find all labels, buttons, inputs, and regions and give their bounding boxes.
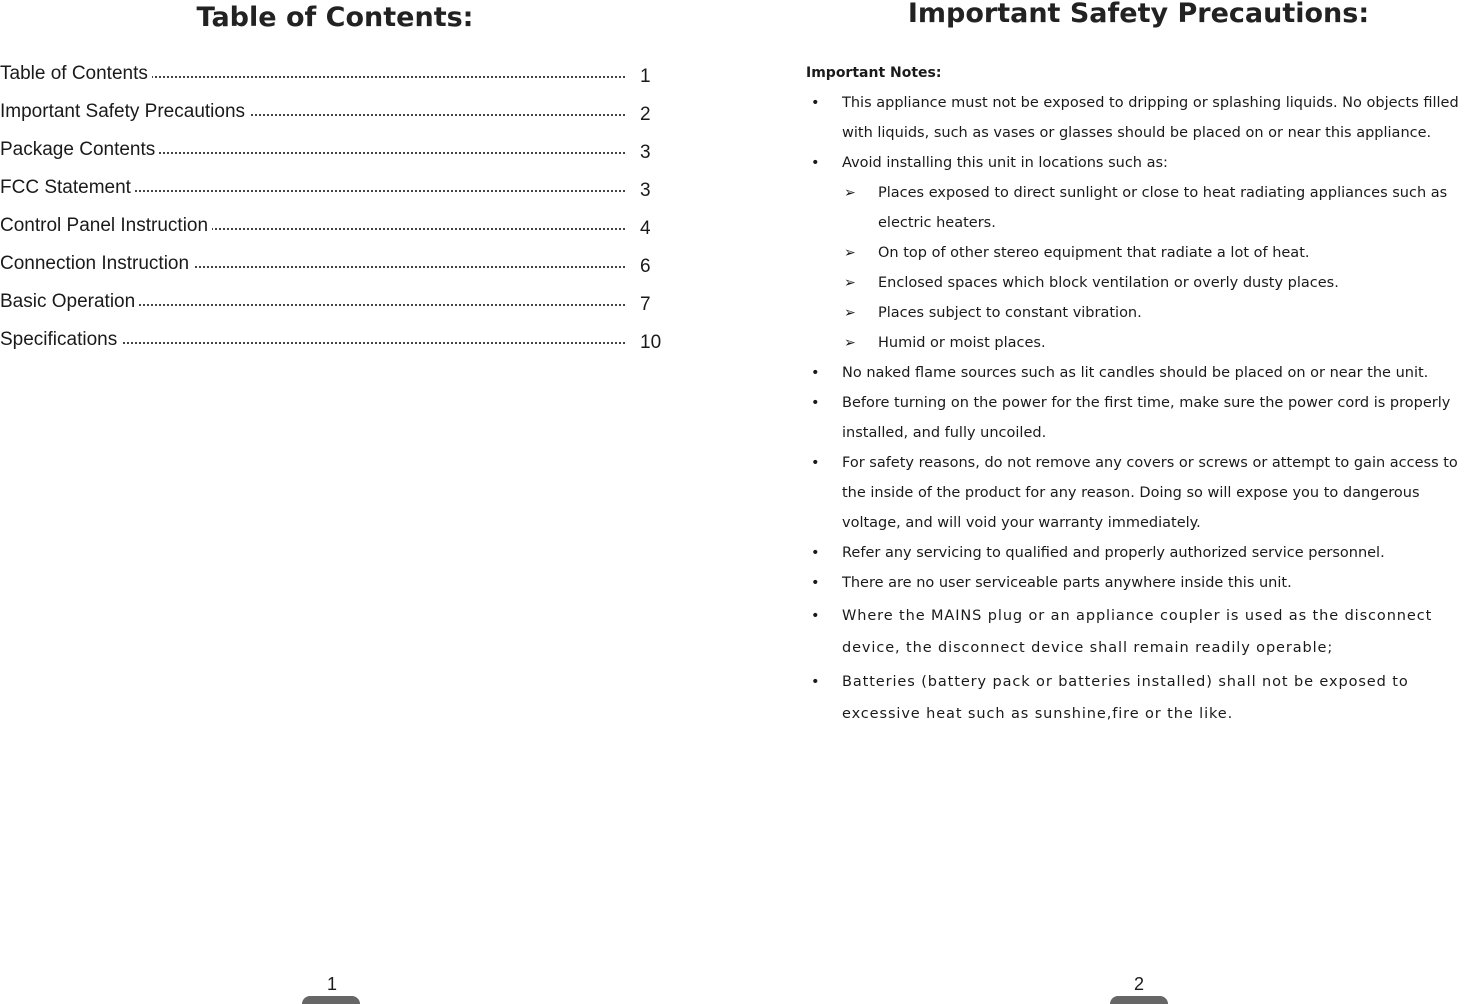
safety-sub-item (806, 178, 1466, 238)
page-number: 1 (327, 974, 338, 994)
safety-sub-item (806, 268, 1466, 298)
toc-entry-label: Specifications (0, 329, 121, 351)
toc-entry-label: Table of Contents (0, 63, 152, 85)
safety-item (806, 600, 1466, 664)
bullet-icon: • (811, 155, 820, 171)
toc-entry[interactable] (0, 174, 680, 212)
toc-entry[interactable] (0, 98, 680, 136)
safety-item (806, 448, 1466, 538)
bullet-icon: • (811, 545, 820, 561)
arrow-bullet-icon: ➢ (844, 245, 856, 261)
safety-item (806, 538, 1466, 568)
toc-entry[interactable] (0, 250, 680, 288)
safety-sub-item-text: Enclosed spaces which block ventilation or overly dusty places. (878, 275, 1339, 291)
bullet-icon: • (811, 674, 821, 690)
toc-entry[interactable] (0, 326, 680, 364)
safety-title: Important Safety Precautions: (907, 0, 1370, 29)
safety-sub-item-text: Humid or moist places. (878, 335, 1046, 351)
toc-entry-page: 4 (640, 218, 651, 239)
safety-item-text: No naked flame sources such as lit candles should be placed on or near the unit. (842, 365, 1429, 381)
toc-entry-label: Basic Operation (0, 291, 139, 313)
bullet-icon: • (811, 455, 820, 471)
safety-sub-item-text: Places exposed to direct sunlight or close to heat radiating appliances such as electric heaters. (878, 185, 1448, 231)
safety-item (806, 358, 1466, 388)
toc-entry-label: Control Panel Instruction (0, 215, 212, 237)
toc-entry-page: 2 (640, 104, 651, 125)
safety-item-text: Where the MAINS plug or an appliance coupler is used as the disconnect device, the disconnect device shall remain readily operable; (842, 608, 1433, 656)
safety-item (806, 148, 1466, 178)
safety-sub-item (806, 328, 1466, 358)
bullet-icon: • (811, 608, 821, 624)
safety-sub-item (806, 298, 1466, 328)
toc-entry[interactable] (0, 60, 680, 98)
notes-heading: Important Notes: (806, 65, 942, 81)
safety-item-text: Refer any servicing to qualified and properly authorized service personnel. (842, 545, 1385, 561)
bullet-icon: • (811, 575, 820, 591)
bullet-icon: • (811, 95, 820, 111)
page-tab-decoration (302, 996, 360, 1004)
toc-entry[interactable] (0, 288, 680, 326)
safety-body (806, 58, 1466, 730)
safety-item-text: For safety reasons, do not remove any covers or screws or attempt to gain access to the inside of the product for any reason. Doing so will expose you to dangerous voltage, and will void your warranty immediately. (842, 455, 1458, 531)
safety-page (780, 0, 1468, 1000)
toc-entry-page: 7 (640, 294, 651, 315)
safety-sub-item-text: On top of other stereo equipment that radiate a lot of heat. (878, 245, 1310, 261)
toc-title: Table of Contents: (196, 2, 474, 33)
toc-entry-page: 3 (640, 142, 651, 163)
page-number: 2 (1134, 974, 1145, 994)
arrow-bullet-icon: ➢ (844, 185, 856, 201)
arrow-bullet-icon: ➢ (844, 335, 856, 351)
arrow-bullet-icon: ➢ (844, 305, 856, 321)
toc-entry-label: Connection Instruction (0, 253, 193, 275)
safety-item (806, 388, 1466, 448)
toc-entry-label: Package Contents (0, 139, 159, 161)
page-tab-decoration (1110, 996, 1168, 1004)
safety-item-text: Before turning on the power for the first time, make sure the power cord is properly installed, and fully uncoiled. (842, 395, 1451, 441)
toc-list (0, 60, 680, 364)
toc-entry[interactable] (0, 212, 680, 250)
toc-entry-page: 1 (640, 66, 651, 87)
safety-sub-item-text: Places subject to constant vibration. (878, 305, 1142, 321)
toc-entry-page: 3 (640, 180, 651, 201)
safety-item-text: This appliance must not be exposed to dripping or splashing liquids. No objects filled with liquids, such as vases or glasses should be placed on or near this appliance. (842, 95, 1459, 141)
safety-item (806, 666, 1466, 730)
toc-entry-page: 6 (640, 256, 651, 277)
toc-page (0, 0, 680, 1000)
toc-entry[interactable] (0, 136, 680, 174)
safety-item (806, 88, 1466, 148)
bullet-icon: • (811, 365, 820, 381)
toc-entry-label: Important Safety Precautions (0, 101, 249, 123)
safety-sub-item (806, 238, 1466, 268)
safety-item-text: Batteries (battery pack or batteries installed) shall not be exposed to excessive heat such as sunshine,fire or the like. (842, 674, 1409, 722)
bullet-icon: • (811, 395, 820, 411)
toc-entry-page: 10 (640, 332, 662, 353)
safety-item (806, 568, 1466, 598)
safety-item-text: Avoid installing this unit in locations such as: (842, 155, 1168, 171)
safety-item-text: There are no user serviceable parts anywhere inside this unit. (842, 575, 1292, 591)
arrow-bullet-icon: ➢ (844, 275, 856, 291)
toc-entry-label: FCC Statement (0, 177, 135, 199)
